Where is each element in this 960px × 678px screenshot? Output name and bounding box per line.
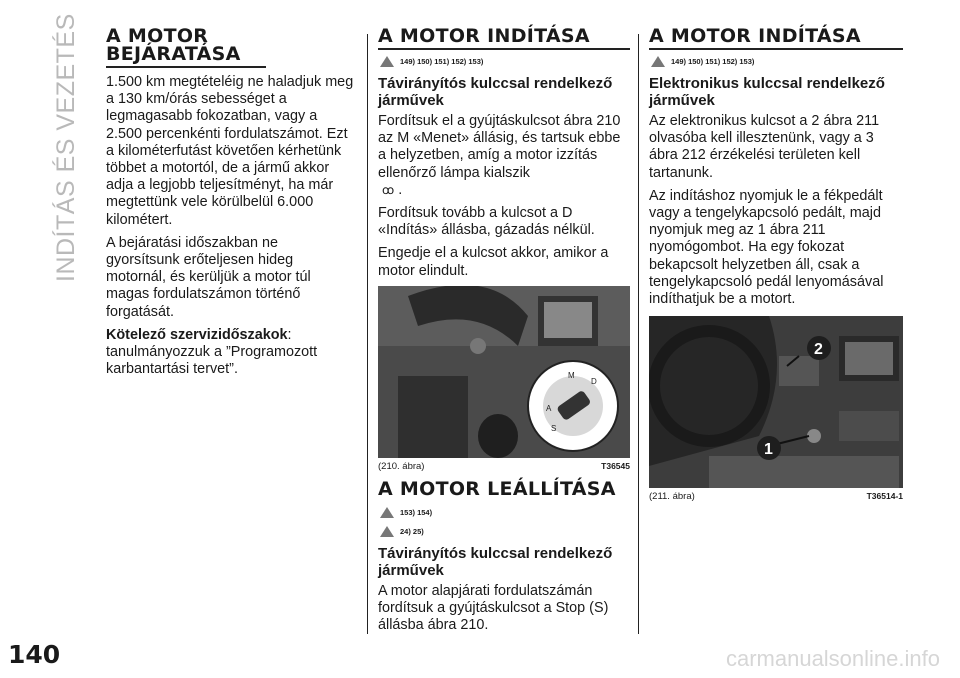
paragraph: Az elektronikus kulcsot a 2 ábra 211 olvasóba kell illesztenünk, vagy a 3 ábra 212 érzékelési területen kell tartanunk.: [649, 113, 880, 181]
ignition-illustration: [378, 286, 630, 458]
paragraph: Fordítsuk tovább a kulcsot a D «Indítás» állásba, gázadás nélkül.: [378, 205, 595, 239]
paragraph: 1.500 km megtételéig ne haladjuk meg a 130 km/órás sebességet a legmagasabb fokozatban, vagy a 2.500 percenkénti fordulatszámot. Ezt a kilométerfutást követően kérhetünk többet a motortól, de a jármű akkor adja a legjobb teljesítményt, ha már megtettünk vele körülbelül 6.000 kilométert.: [106, 74, 354, 228]
svg-text:2: 2: [814, 341, 823, 359]
column-bejaratas: [106, 27, 354, 384]
column-divider-1: [367, 34, 368, 634]
figure-211-dashboard-photo: [649, 316, 903, 488]
svg-text:M: M: [568, 370, 575, 380]
section-title-inditas: A MOTOR INDÍTÁSA: [649, 27, 903, 50]
figure-caption: (211. ábra) T36514-1: [649, 491, 903, 503]
warning-refs: 153) 154): [380, 507, 630, 518]
warning-triangle-icon: [651, 56, 665, 67]
column-divider-2: [638, 34, 639, 634]
dashboard-illustration: [649, 316, 903, 488]
column-inditas-kulcs: [378, 27, 630, 640]
paragraph: A bejáratási időszakban ne gyorsítsunk erőteljesen hideg motornál, és kerüljük a motor túl magas fordulatszámon történő forgatását.: [106, 234, 311, 320]
section-title-leallitas: A MOTOR LEÁLLÍTÁSA: [378, 477, 616, 500]
glow-plug-lamp-icon: ꝏ: [382, 182, 395, 197]
paragraph-rest: : tanulmányozzuk a ”Programozott karbantartási tervet”.: [106, 326, 318, 378]
section-title-bejaratas: A MOTOR BEJÁRATÁSA: [106, 27, 266, 68]
svg-text:S: S: [551, 423, 557, 433]
figure-caption: (210. ábra) T36545: [378, 460, 630, 472]
paragraph: Fordítsuk el a gyújtáskulcsot ábra 210 az M «Menet» állásig, és tartsuk ebbe a helyzetben, amíg a motor izzítás ellenőrző lámpa kialszik ꝏ .: [378, 113, 621, 198]
watermark: carmanualsonline.info: [725, 646, 940, 671]
paragraph: [106, 327, 354, 379]
figure-210-ignition-photo: [378, 286, 630, 458]
svg-text:A: A: [546, 403, 552, 413]
warning-refs: 24) 25): [380, 526, 630, 537]
svg-text:1: 1: [764, 441, 773, 459]
warning-refs: 149) 150) 151) 152) 153): [380, 56, 630, 67]
warning-refs: 149) 150) 151) 152) 153): [651, 56, 903, 67]
subsection-title: Távirányítós kulccsal rendelkező járművek: [378, 75, 613, 109]
warning-triangle-icon: [380, 526, 394, 537]
paragraph: A motor alapjárati fordulatszámán fordítsuk a gyújtáskulcsot a Stop (S) állásba ábra 210.: [378, 582, 609, 634]
section-title-inditas: A MOTOR INDÍTÁSA: [378, 27, 630, 50]
warning-triangle-icon: [380, 56, 394, 67]
warning-triangle-icon: [380, 507, 394, 518]
page-number: 140: [8, 640, 61, 669]
svg-text:D: D: [591, 376, 597, 386]
subsection-title: Elektronikus kulccsal rendelkező járművek: [649, 75, 885, 109]
bold-lead: Kötelező szervizidőszakok: [106, 326, 288, 343]
subsection-title: Távirányítós kulccsal rendelkező járművek: [378, 544, 613, 579]
paragraph: Az indításhoz nyomjuk le a fékpedált vagy a tengelykapcsoló pedált, majd nyomjuk meg az 1 ábra 211 nyomógombot. Ha egy fokozat bekapcsolt helyzetben áll, csak a tengelykapcsoló pedál lenyomásával indíthatjuk be a motort.: [649, 187, 884, 308]
column-inditas-elektronikus: [649, 27, 903, 502]
paragraph: Engedje el a kulcsot akkor, amikor a motor elindult.: [378, 245, 609, 279]
